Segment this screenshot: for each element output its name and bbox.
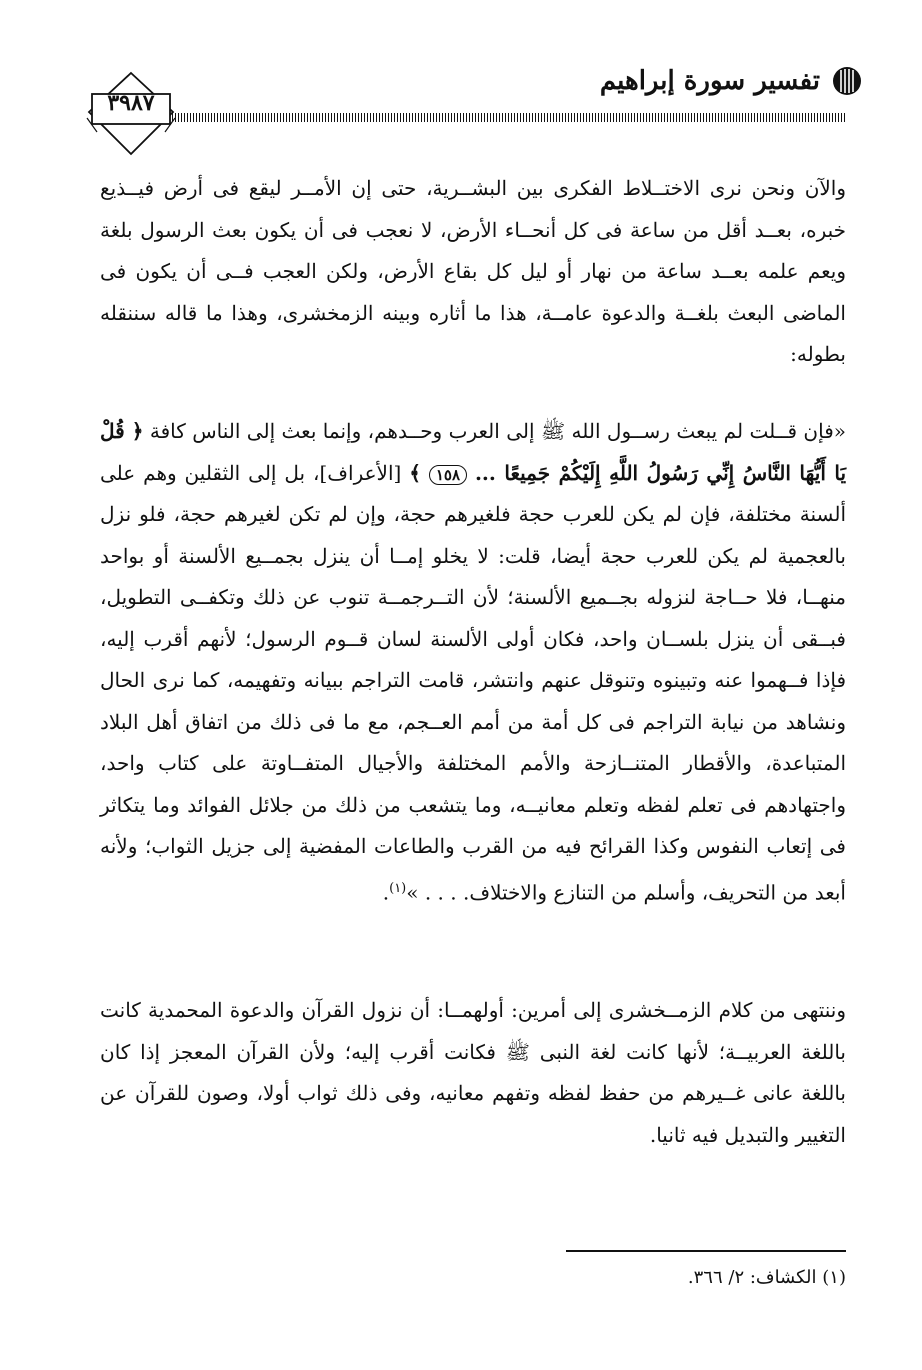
footnote-reference: (١) bbox=[389, 880, 407, 896]
quote-rest: بل إلى الثقلين وهم على ألسنة مختلفة، فإن لم يكن للعرب حجة فلغيرهم حجة، وإن لم تكن لغيرهم حجة، فلو نزل بالعجمية لم يكن للعرب حجة أيضا، قلت: لا يخلو إمــا أن ينزل بجمــيع الألسنة أو بواحد منهــا، فلا حــاجة لنزوله بجــميع الألسنة؛ لأن التــرجمــة تنوب عن ذلك وتكفــى التطويل، فبــقى أن ينزل بلســان واحد، فكان أولى الألسنة لسان قــوم الرسول؛ لأنهم أقرب إليه، فإذا فــهموا عنه وتبينوه وتنوقل عنهم وانتشر، قامت التراجم ببيانه وتفهيمه، كما نرى الحال ونشاهد من نيابة التراجم فى كل أمة من أمم العــجم، مع ما فى ذلك من اتفاق أهل البلاد المتباعدة، والأقطار المتنــازحة والأمم المختلفة والأجيال المتفــاوتة على كتاب واحد، واجتهادهم فى تعلم لفظه وتعلم معانيــه، وما يتشعب من ذلك من جلائل الفوائد وما يتكاثر فى إتعاب النفوس وكذا القرائح فيه من القرب والطاعات المفضية إلى جزيل الثواب؛ ولأنه أبعد من التحريف، وأسلم من التنازع والاختلاف. . . . » bbox=[100, 460, 847, 905]
verse-source: [الأعراف]، bbox=[313, 460, 402, 485]
body-paragraph-1: والآن ونحن نرى الاختــلاط الفكرى بين البشــرية، حتى إن الأمــر ليقع فى أرض فيــذيع خبره، بعــد أقل من ساعة فى كل أنحــاء الأرض، لا نعجب فى أن يكون بعث الرسول بلغة ويعم علمه بعــد ساعة من نهار أو ليل كل بقاع الأرض، ولكن العجب فــى أن يكون فى الماضى البعث بلغــة والدعوة عامــة، هذا ما أثاره وبينه الزمخشرى، وهذا ما قاله سننقله بطوله: bbox=[100, 176, 846, 366]
verse-close-bracket: ﴾ bbox=[409, 460, 421, 485]
running-header-title: تفسير سورة إبراهيم bbox=[599, 66, 820, 96]
header-rule bbox=[172, 113, 847, 122]
footnote: (١) الكشاف: ٢/ ٣٦٦. bbox=[687, 1267, 846, 1288]
quoted-passage bbox=[100, 411, 846, 914]
body-paragraph-3: وننتهى من كلام الزمــخشرى إلى أمرين: أولهمــا: أن نزول القرآن والدعوة المحمدية كانت باللغة العربيــة؛ لأنها كانت لغة النبى ﷺ فكانت أقرب إليه؛ ولأن القرآن المعجز إذا كان باللغة عانى غــيرهم من حفظ لفظه وتفهم معانيه، وفى ذلك ثواب أولا، وصون للقرآن عن التغيير والتبديل فيه ثانيا. bbox=[100, 998, 846, 1147]
quote-intro: «فإن قــلت لم يبعث رســول الله ﷺ إلى العرب وحــدهم، وإنما بعث إلى الناس كافة bbox=[149, 419, 846, 443]
footnote-divider bbox=[566, 1250, 846, 1252]
quran-verse: ﴿ قُلْ يَا أَيُّهَا النَّاسُ إِنِّي رَسُولُ اللَّهِ إِلَيْكُمْ جَمِيعًا ... bbox=[100, 419, 847, 485]
header-ornament-icon bbox=[830, 64, 864, 98]
verse-number-badge: ١٥٨ bbox=[429, 465, 467, 485]
page-number: ٣٩٨٧ bbox=[107, 90, 155, 116]
quote-end: . bbox=[382, 880, 390, 905]
